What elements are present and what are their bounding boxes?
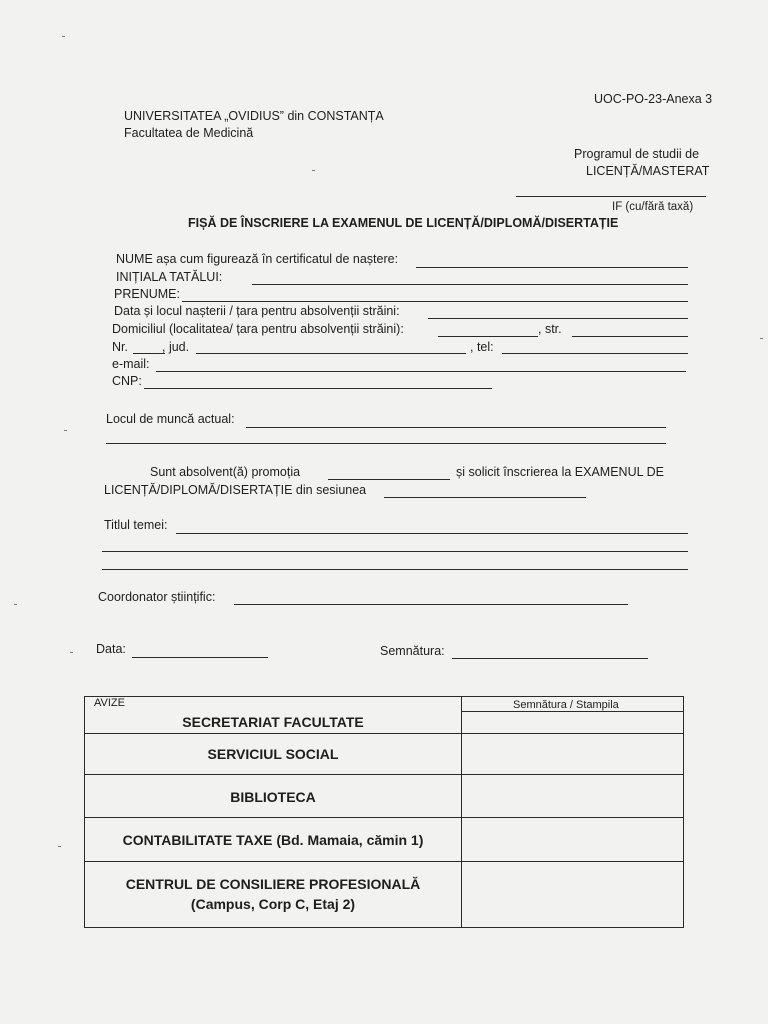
field-coordonator[interactable] <box>234 604 628 605</box>
avize-table <box>84 696 684 928</box>
field-titlul-temei-line2[interactable] <box>102 551 688 552</box>
label-initiala: INIȚIALA TATĂLUI: <box>116 270 223 284</box>
program-line-2: LICENȚĂ/MASTERAT <box>586 164 710 178</box>
scan-speck <box>312 170 315 171</box>
field-semnatura[interactable] <box>452 658 648 659</box>
field-tel[interactable] <box>502 353 688 354</box>
field-initiala[interactable] <box>252 284 688 285</box>
table-row-divider <box>85 817 683 818</box>
label-tel: , tel: <box>470 340 494 354</box>
document-code: UOC-PO-23-Anexa 3 <box>594 92 713 106</box>
label-semnatura: Semnătura: <box>380 644 445 658</box>
signature-stamp-header: Semnătura / Stampila <box>513 699 619 711</box>
scan-speck <box>70 652 73 653</box>
table-row-divider <box>85 733 683 734</box>
avize-row-serviciul-social: SERVICIUL SOCIAL <box>207 746 339 762</box>
scan-speck <box>62 36 65 37</box>
scan-speck <box>58 846 61 847</box>
avize-row-biblioteca: BIBLIOTECA <box>230 789 316 805</box>
scan-speck <box>760 338 763 339</box>
field-cnp[interactable] <box>144 388 492 389</box>
avize-row-centrul-consiliere: CENTRUL DE CONSILIERE PROFESIONALĂ <box>125 876 421 892</box>
label-absolvent: Sunt absolvent(ă) promoția <box>150 465 301 479</box>
label-prenume: PRENUME: <box>114 287 180 301</box>
field-titlul-temei-line3[interactable] <box>102 569 688 570</box>
program-blank-line <box>516 196 706 197</box>
program-line-1: Programul de studii de <box>574 147 700 161</box>
label-coordonator: Coordonator științific: <box>98 590 216 604</box>
field-nume[interactable] <box>416 267 688 268</box>
label-solicit: și solicit înscrierea la EXAMENUL DE <box>456 465 664 479</box>
field-sesiunea[interactable] <box>384 497 586 498</box>
field-titlul-temei[interactable] <box>176 533 688 534</box>
table-row-divider <box>85 861 683 862</box>
label-cnp: CNP: <box>112 374 142 388</box>
form-title: FIȘĂ DE ÎNSCRIERE LA EXAMENUL DE LICENȚĂ/DIPLOMĂ/DISERTAȚIE <box>188 216 619 230</box>
label-str: , str. <box>538 322 562 336</box>
field-nr[interactable] <box>133 353 165 354</box>
university-name: UNIVERSITATEA „OVIDIUS” din CONSTANȚA <box>124 109 384 123</box>
field-loc-munca-line2[interactable] <box>106 443 666 444</box>
label-email: e-mail: <box>112 357 150 371</box>
avize-row-secretariat: SECRETARIAT FACULTATE <box>182 714 364 730</box>
label-titlul-temei: Titlul temei: <box>104 518 168 532</box>
avize-row-contabilitate: CONTABILITATE TAXE (Bd. Mamaia, cămin 1) <box>122 832 424 848</box>
label-nume: NUME așa cum figurează în certificatul de naștere: <box>116 252 399 266</box>
label-data: Data: <box>96 642 126 656</box>
label-jud: , jud. <box>162 340 190 354</box>
table-header-divider <box>461 711 683 712</box>
fee-type: IF (cu/fără taxă) <box>612 201 694 213</box>
scan-speck <box>14 604 17 605</box>
avize-row-centrul-consiliere-address: (Campus, Corp C, Etaj 2) <box>190 896 356 912</box>
field-prenume[interactable] <box>182 301 688 302</box>
faculty-name: Facultatea de Medicină <box>124 126 254 140</box>
label-data-loc: Data și locul nașterii / țara pentru absolvenții străini: <box>114 304 400 318</box>
scan-speck <box>64 430 67 431</box>
label-nr: Nr. <box>112 340 128 354</box>
label-sesiunea: LICENȚĂ/DIPLOMĂ/DISERTAȚIE din sesiunea <box>104 483 367 497</box>
field-data-loc[interactable] <box>428 318 688 319</box>
field-promotia[interactable] <box>328 479 450 480</box>
field-str[interactable] <box>572 336 688 337</box>
table-row-divider <box>85 774 683 775</box>
field-domiciliu[interactable] <box>438 336 538 337</box>
field-data[interactable] <box>132 657 268 658</box>
field-email[interactable] <box>156 371 686 372</box>
label-loc-munca: Locul de muncă actual: <box>106 412 235 426</box>
field-loc-munca[interactable] <box>246 427 666 428</box>
avize-header: AVIZE <box>94 697 125 709</box>
label-domiciliu: Domiciliul (localitatea/ țara pentru absolvenții străini): <box>112 322 404 336</box>
table-column-divider <box>461 697 462 927</box>
field-jud[interactable] <box>196 353 466 354</box>
